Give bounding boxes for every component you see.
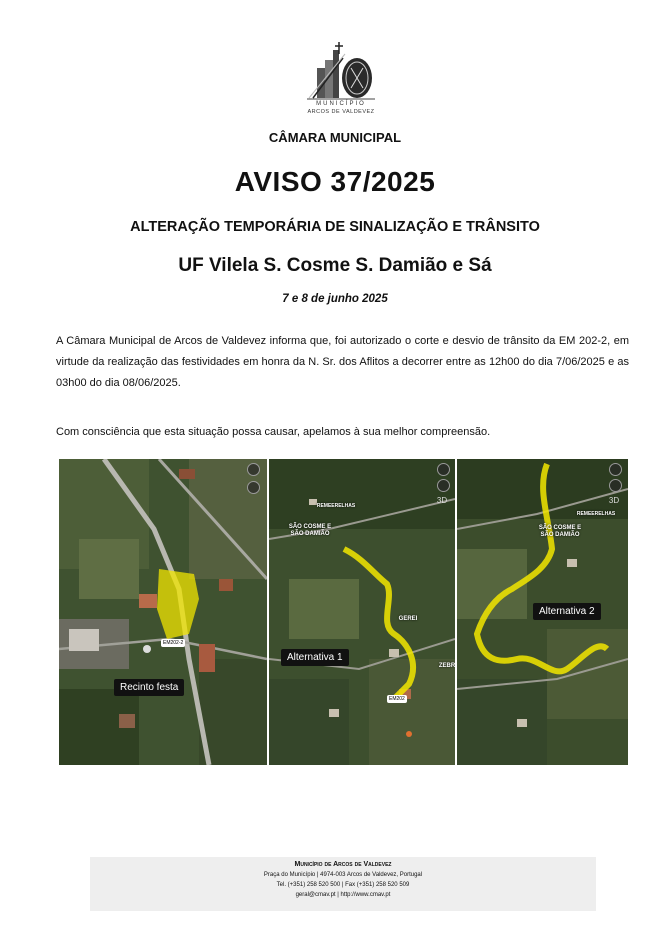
map2-label: Alternativa 1 <box>281 649 349 666</box>
map1-road-tag: EM202-2 <box>163 640 184 646</box>
notice-subtitle: ALTERAÇÃO TEMPORÁRIA DE SINALIZAÇÃO E TRÂNSITO <box>130 219 540 235</box>
map2-road-tag: EM202 <box>389 696 405 702</box>
footer-web: geral@cmav.pt | http://www.cmav.pt <box>295 892 391 898</box>
footer-municipality-name: Município de Arcos de Valdevez <box>294 861 392 868</box>
map1-compass-icon <box>247 463 260 476</box>
map3-3d-toggle: 3D <box>608 496 620 505</box>
map1-terrain <box>59 459 267 765</box>
map3-locate-icon <box>609 479 622 492</box>
parish-name: UF Vilela S. Cosme S. Damião e Sá <box>178 255 492 276</box>
aerial-map-alternative-1 <box>269 459 455 765</box>
footer-address: Praça do Município | 4974-003 Arcos de Valdevez, Portugal <box>263 872 423 878</box>
notice-paragraph-1: A Câmara Municipal de Arcos de Valdevez informa que, foi autorizado o corte e desvio de trânsito da EM 202-2, em virtude da realização das festividades em honra da N. Sr. dos Aflitos a decorrer entre as 12h00 do dia 7/06/2025 e as 03h00 do dia 08/06/2025. <box>56 335 629 389</box>
footer-phone: Tel. (+351) 258 520 500 | Fax (+351) 258 520 509 <box>276 882 410 888</box>
footer-contact-box <box>90 857 596 911</box>
map2-3d-toggle: 3D <box>436 496 448 505</box>
map2-place-remeerelhas: REMEERELHAS <box>316 503 356 509</box>
map2-place-zebr: ZEBR <box>438 663 455 669</box>
map2-locate-icon <box>437 479 450 492</box>
map3-compass-icon <box>609 463 622 476</box>
map1-label: Recinto festa <box>114 679 184 696</box>
institution-heading: CÂMARA MUNICIPAL <box>268 130 402 145</box>
map1-locate-icon <box>247 481 260 494</box>
notice-paragraph-2: Com consciência que esta situação possa causar, apelamos à sua melhor compreensão. <box>56 426 491 438</box>
map2-place-sao-cosme: SÃO COSME E SÃO DAMIÃO <box>288 524 332 537</box>
map2-compass-icon <box>437 463 450 476</box>
notice-title: AVISO 37/2025 <box>234 166 436 197</box>
map3-place-sao-cosme: SÃO COSME E SÃO DAMIÃO <box>538 525 582 538</box>
logo-caption-arcos: ARCOS DE VALDEVEZ <box>307 109 375 115</box>
map3-place-remeerelhas: REMEERELHAS <box>576 511 616 517</box>
aerial-map-festival-area <box>59 459 267 765</box>
map2-place-gerei: GEREI <box>398 616 418 622</box>
aerial-map-alternative-2 <box>457 459 628 765</box>
logo-caption-municipio: MUNICÍPIO <box>316 101 366 107</box>
notice-dates: 7 e 8 de junho 2025 <box>282 293 388 305</box>
map3-label: Alternativa 2 <box>533 603 601 620</box>
map2-terrain <box>269 459 455 765</box>
